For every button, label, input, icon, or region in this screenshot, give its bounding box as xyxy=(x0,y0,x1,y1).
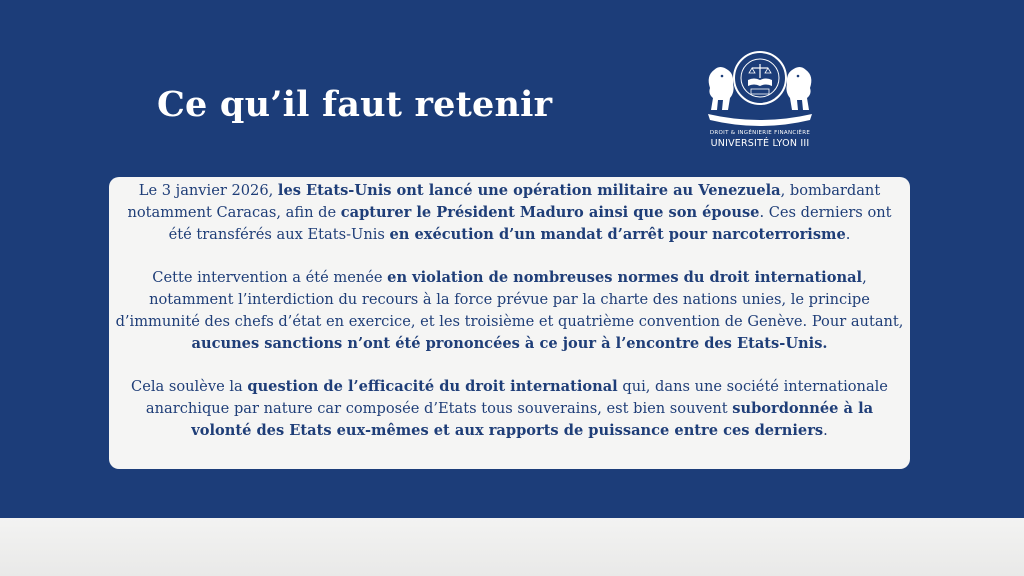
bold-text-run: capturer le Président Maduro ainsi que son épouse xyxy=(340,204,760,221)
bold-text-run: aucunes sanctions n’ont été prononcées à ce jour à l’encontre des Etats-Unis. xyxy=(191,335,828,352)
paragraph-1 xyxy=(115,180,904,246)
text-run: Cela soulève la xyxy=(131,378,248,395)
university-seal-with-lions-icon xyxy=(700,40,820,130)
text-run: Cette intervention a été menée xyxy=(152,269,388,286)
page-title: Ce qu’il faut retenir xyxy=(157,84,553,125)
text-run: qui, dans une société internationale anarchique par nature car composée d’Etats tous souverains, est bien souvent xyxy=(145,378,888,417)
bottom-strip xyxy=(0,518,1024,576)
summary-card xyxy=(109,177,910,469)
text-run: , notamment l’interdiction du recours à la force prévue par la charte des nations unies, le principe d’immunité des chefs d’état en exercice, et les troisième et quatrième convention de Genève. Pour autant, xyxy=(115,269,904,330)
bold-text-run: en violation de nombreuses normes du droit international xyxy=(387,269,863,286)
bold-text-run: question de l’efficacité du droit international xyxy=(247,378,618,395)
text-run: Le 3 janvier 2026, xyxy=(138,182,278,199)
text-run: . xyxy=(845,226,851,243)
bold-text-run: en exécution d’un mandat d’arrêt pour narcoterrorisme xyxy=(389,226,846,243)
paragraph-3 xyxy=(115,376,904,442)
bold-text-run: subordonnée à la volonté des Etats eux-mêmes et aux rapports de puissance entre ces derniers xyxy=(191,400,874,439)
logo-name: UNIVERSITÉ LYON III xyxy=(710,138,810,149)
text-run: . xyxy=(823,422,828,439)
paragraph-2 xyxy=(115,267,904,355)
logo-subtitle: DROIT & INGÉNIERIE FINANCIÈRE xyxy=(709,130,811,136)
university-logo xyxy=(700,40,820,150)
bold-text-run: les Etats-Unis ont lancé une opération militaire au Venezuela xyxy=(277,182,781,199)
text-run: , bombardant notamment Caracas, afin de xyxy=(127,182,881,221)
text-run: . Ces derniers ont été transférés aux Etats-Unis xyxy=(168,204,892,243)
